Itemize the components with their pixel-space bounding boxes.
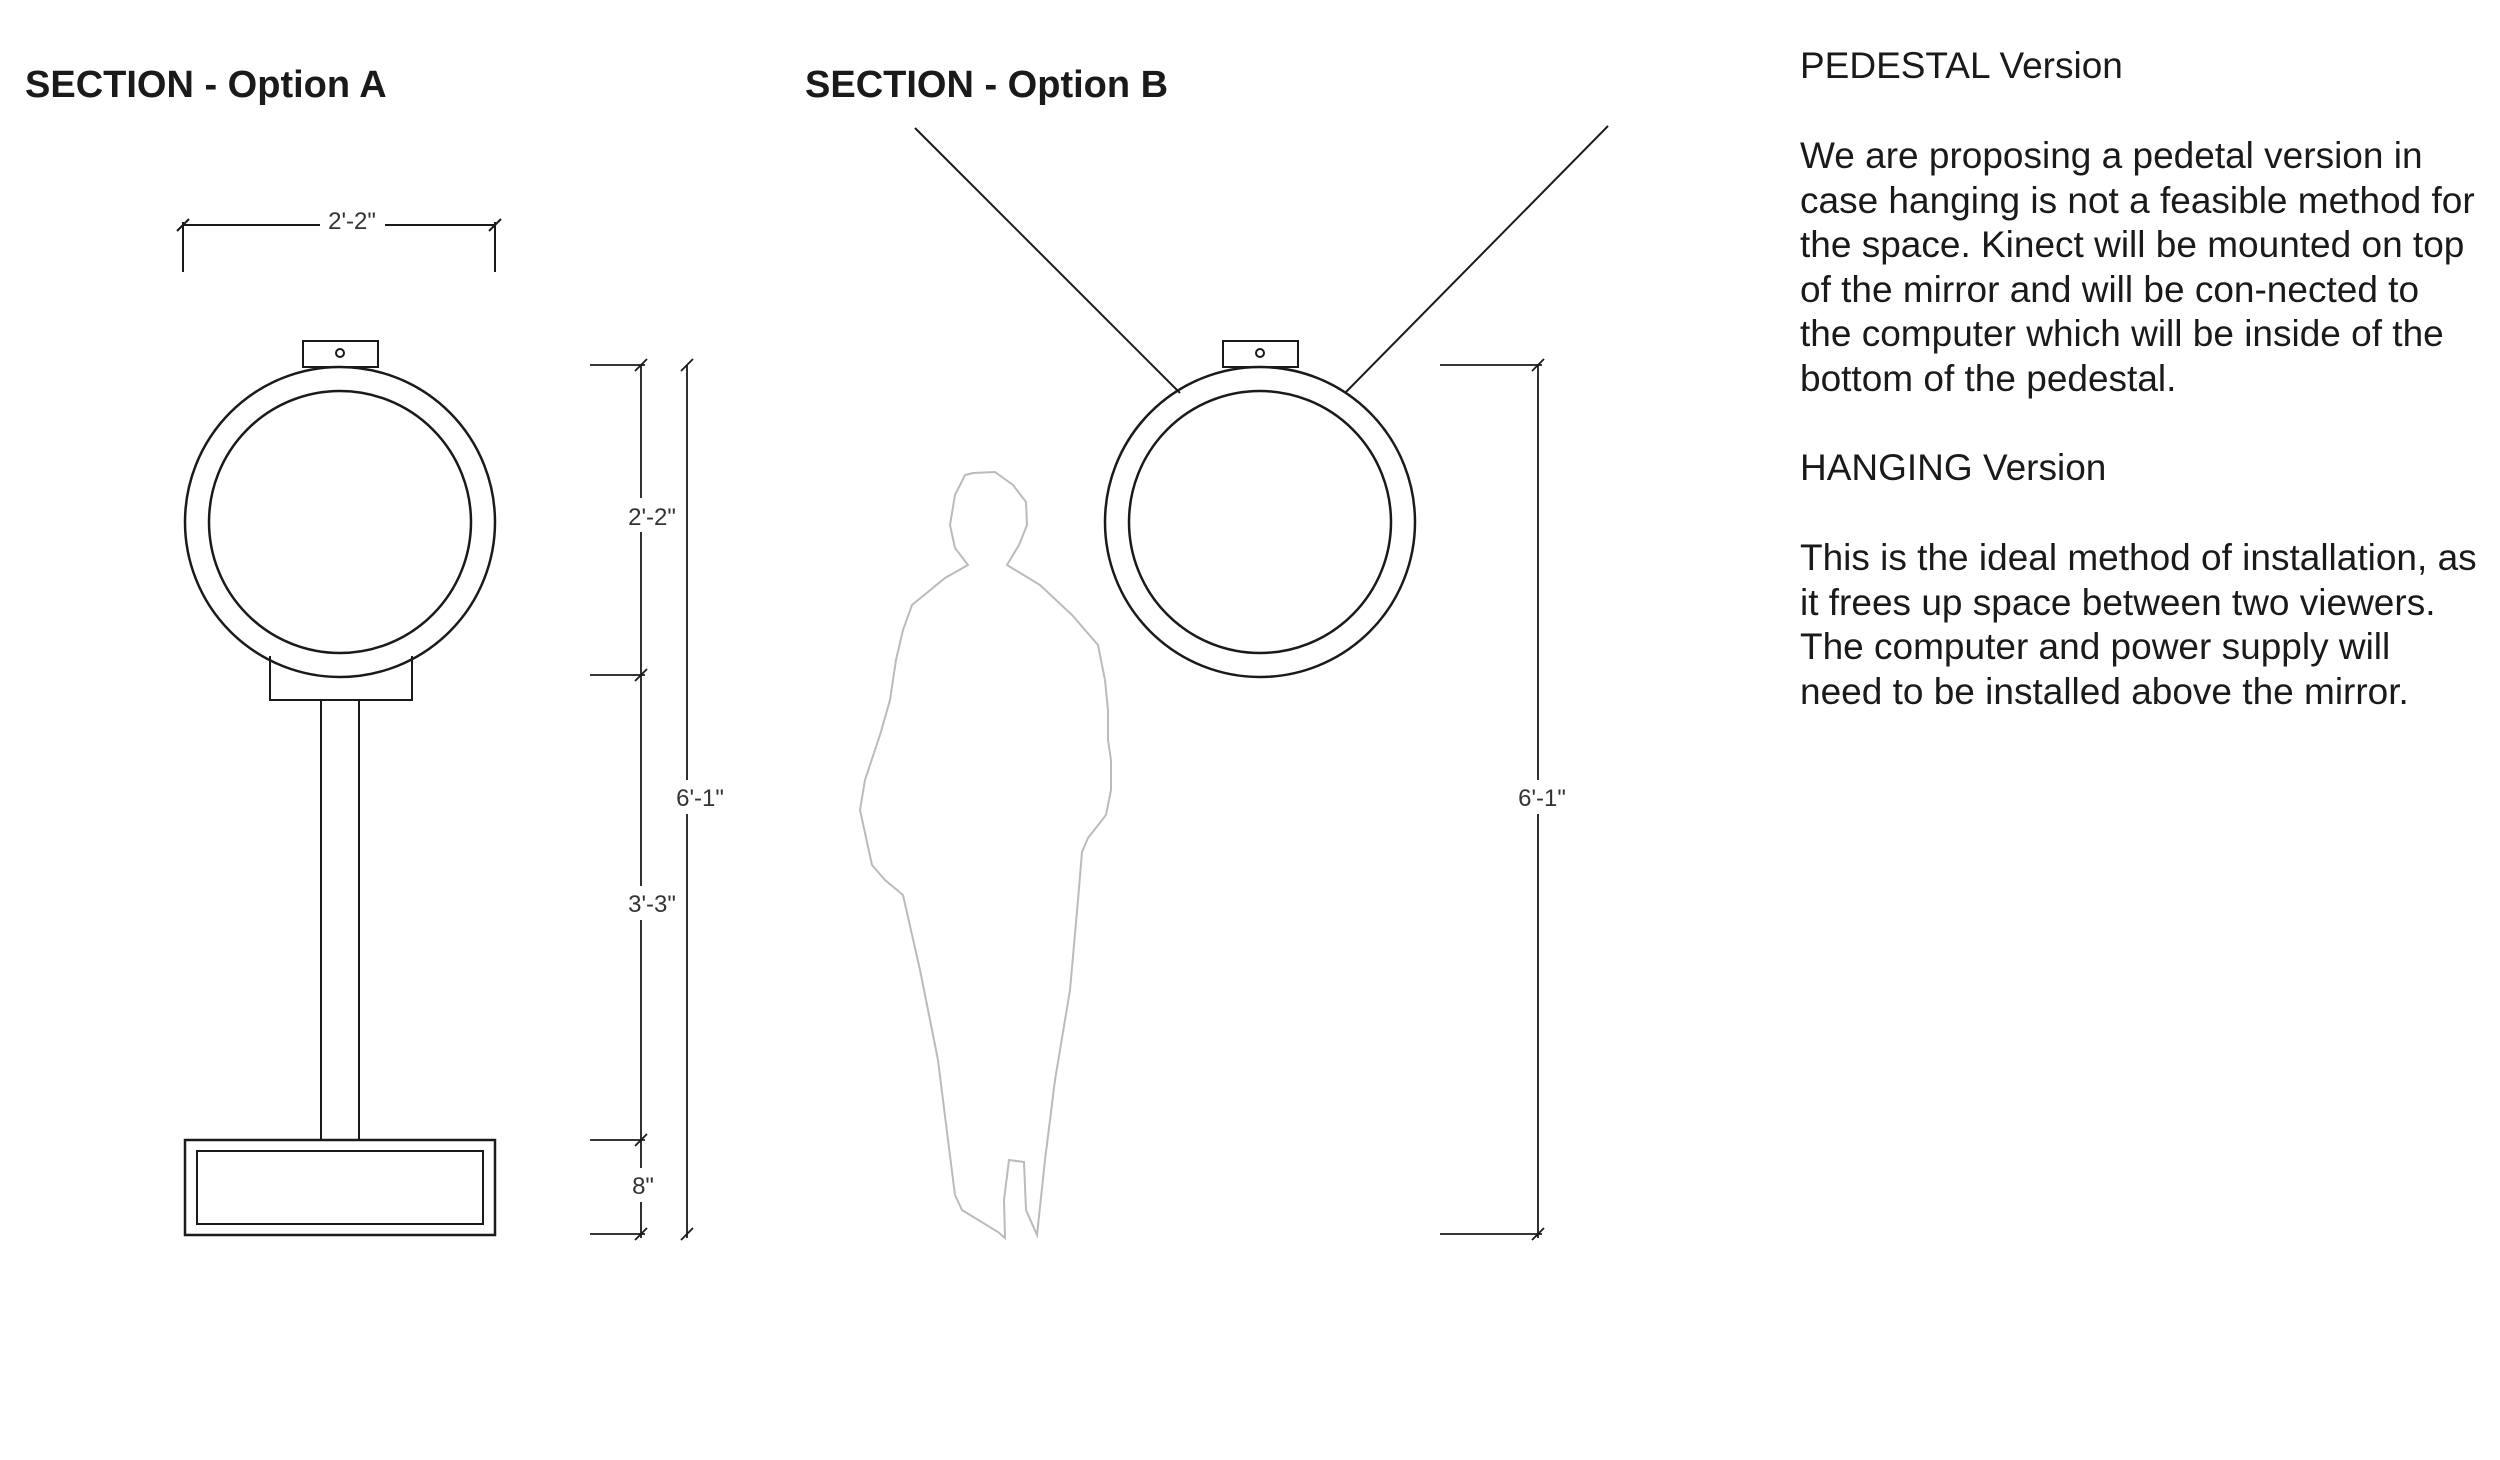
dim-total-b [1440, 359, 1568, 1240]
mirror-glass-a [209, 391, 471, 653]
option-a-title: SECTION - Option A [25, 64, 387, 106]
option-b-hanging [915, 126, 1608, 1240]
pedestal-heading: PEDESTAL Version [1800, 45, 2123, 86]
dim-post-a-label: 3'-3" [628, 891, 676, 918]
installation-notes [1800, 44, 2480, 759]
pedestal-base-inner [197, 1151, 483, 1224]
mirror-frame-b [1105, 367, 1415, 677]
dim-total-a-label: 6'-1" [676, 785, 724, 812]
pedestal-description: We are proposing a pedetal version in case hanging is not a feasible method for the space. Kinect will be mounted on top of the mirror and will be con-nected to the computer which will be inside of the bottom of the pedestal. [1800, 135, 2475, 399]
option-a-pedestal [177, 208, 730, 1240]
hanging-cable-left [915, 128, 1180, 393]
kinect-lens-b [1256, 349, 1264, 357]
mirror-glass-b [1129, 391, 1391, 653]
dim-base-a-label: 8" [632, 1173, 654, 1200]
dim-mirror-a-label: 2'-2" [628, 504, 676, 531]
kinect-sensor-b [1223, 341, 1298, 367]
hanging-cable-right [1345, 126, 1608, 393]
dim-width-a [177, 208, 501, 272]
dim-chain-a [590, 359, 676, 1240]
dim-width-a-label: 2'-2" [328, 208, 376, 235]
dim-total-b-label: 6'-1" [1518, 785, 1566, 812]
human-figure-silhouette [860, 472, 1111, 1238]
pedestal-post [321, 700, 359, 1140]
mirror-frame-a [185, 367, 495, 677]
dim-total-a [670, 359, 730, 1240]
hanging-heading: HANGING Version [1800, 447, 2107, 488]
pedestal-base-outer [185, 1140, 495, 1235]
option-b-title: SECTION - Option B [805, 64, 1169, 106]
kinect-lens-a [336, 349, 344, 357]
hanging-description: This is the ideal method of installation, as it frees up space between two viewers. The computer and power supply will need to be installed above the mirror. [1800, 537, 2477, 712]
kinect-sensor-a [303, 341, 378, 367]
